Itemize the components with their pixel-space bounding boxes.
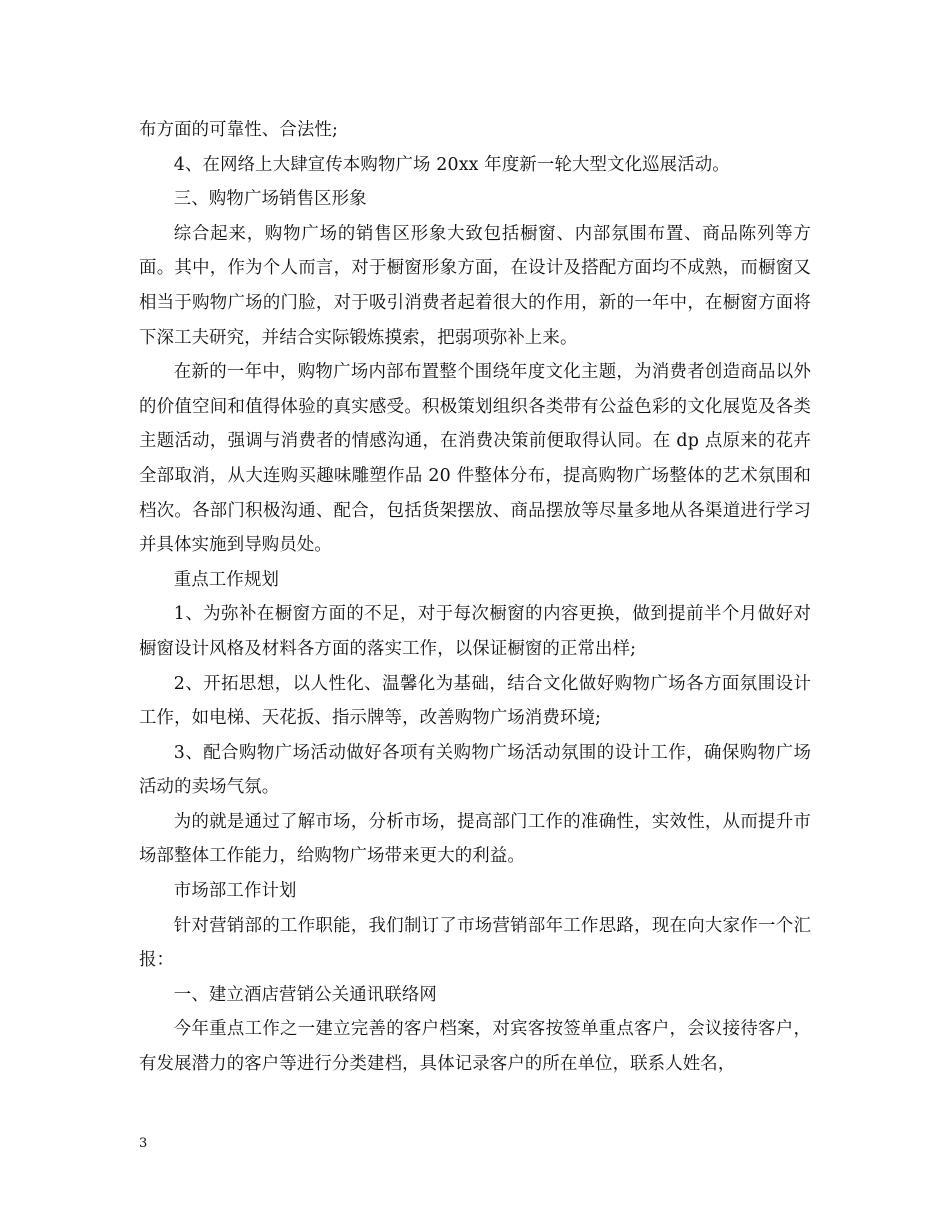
paragraph: 综合起来，购物广场的销售区形象大致包括橱窗、内部氛围布置、商品陈列等方面。其中，作为个人而言，对于橱窗形象方面，在设计及搭配方面均不成熟，而橱窗又相当于购物广场的门脸，对于吸引消费者起着很大的作用，新的一年中，在橱窗方面将下深工夫研究，并结合实际锻炼摸索，把弱项弥补上来。 [139,223,811,348]
paragraph: 4、在网络上大肆宣传本购物广场 20xx 年度新一轮大型文化巡展活动。 [173,154,730,175]
paragraph: 针对营销部的工作职能，我们制订了市场营销部年工作思路，现在向大家作一个汇报： [139,915,811,971]
section-heading: 市场部工作计划 [173,881,297,902]
list-item: 3、配合购物广场活动做好各项有关购物广场活动氛围的设计工作，确保购物广场活动的卖场气氛。 [139,742,811,798]
section-heading: 一、建立酒店营销公关通讯联络网 [173,984,437,1005]
section-heading: 三、购物广场销售区形象 [173,189,367,210]
paragraph: 今年重点工作之一建立完善的客户档案，对宾客按签单重点客户，会议接待客户，有发展潜力的客户等进行分类建档，具体记录客户的所在单位，联系人姓名， [139,1019,811,1075]
page-number: 3 [139,1136,148,1151]
list-item: 2、开拓思想，以人性化、温馨化为基础，结合文化做好购物广场各方面氛围设计工作，如电梯、天花扳、指示牌等，改善购物广场消费环境; [139,673,811,729]
paragraph: 在新的一年中，购物广场内部布置整个围绕年度文化主题，为消费者创造商品以外的价值空间和值得体验的真实感受。积极策划组织各类带有公益色彩的文化展览及各类主题活动，强调与消费者的情感沟通，在消费决策前便取得认同。在 dp 点原来的花卉全部取消，从大连购买趣味雕塑作品 20 件整体分布，提高购物广场整体的艺术氛围和档次。各部门积极沟通、配合，包括货架摆放、商品摆放等尽量多地从各渠道进行学习并具体实施到导购员处。 [139,362,811,556]
paragraph: 布方面的可靠性、合法性; [139,120,338,140]
section-heading: 重点工作规划 [173,569,280,590]
list-item: 1、为弥补在橱窗方面的不足，对于每次橱窗的内容更换，做到提前半个月做好对橱窗设计风格及材料各方面的落实工作，以保证橱窗的正常出样; [139,604,811,659]
document-body [139,113,811,1082]
paragraph: 为的就是通过了解市场，分析市场，提高部门工作的准确性，实效性，从而提升市场部整体工作能力，给购物广场带来更大的利益。 [139,811,811,867]
